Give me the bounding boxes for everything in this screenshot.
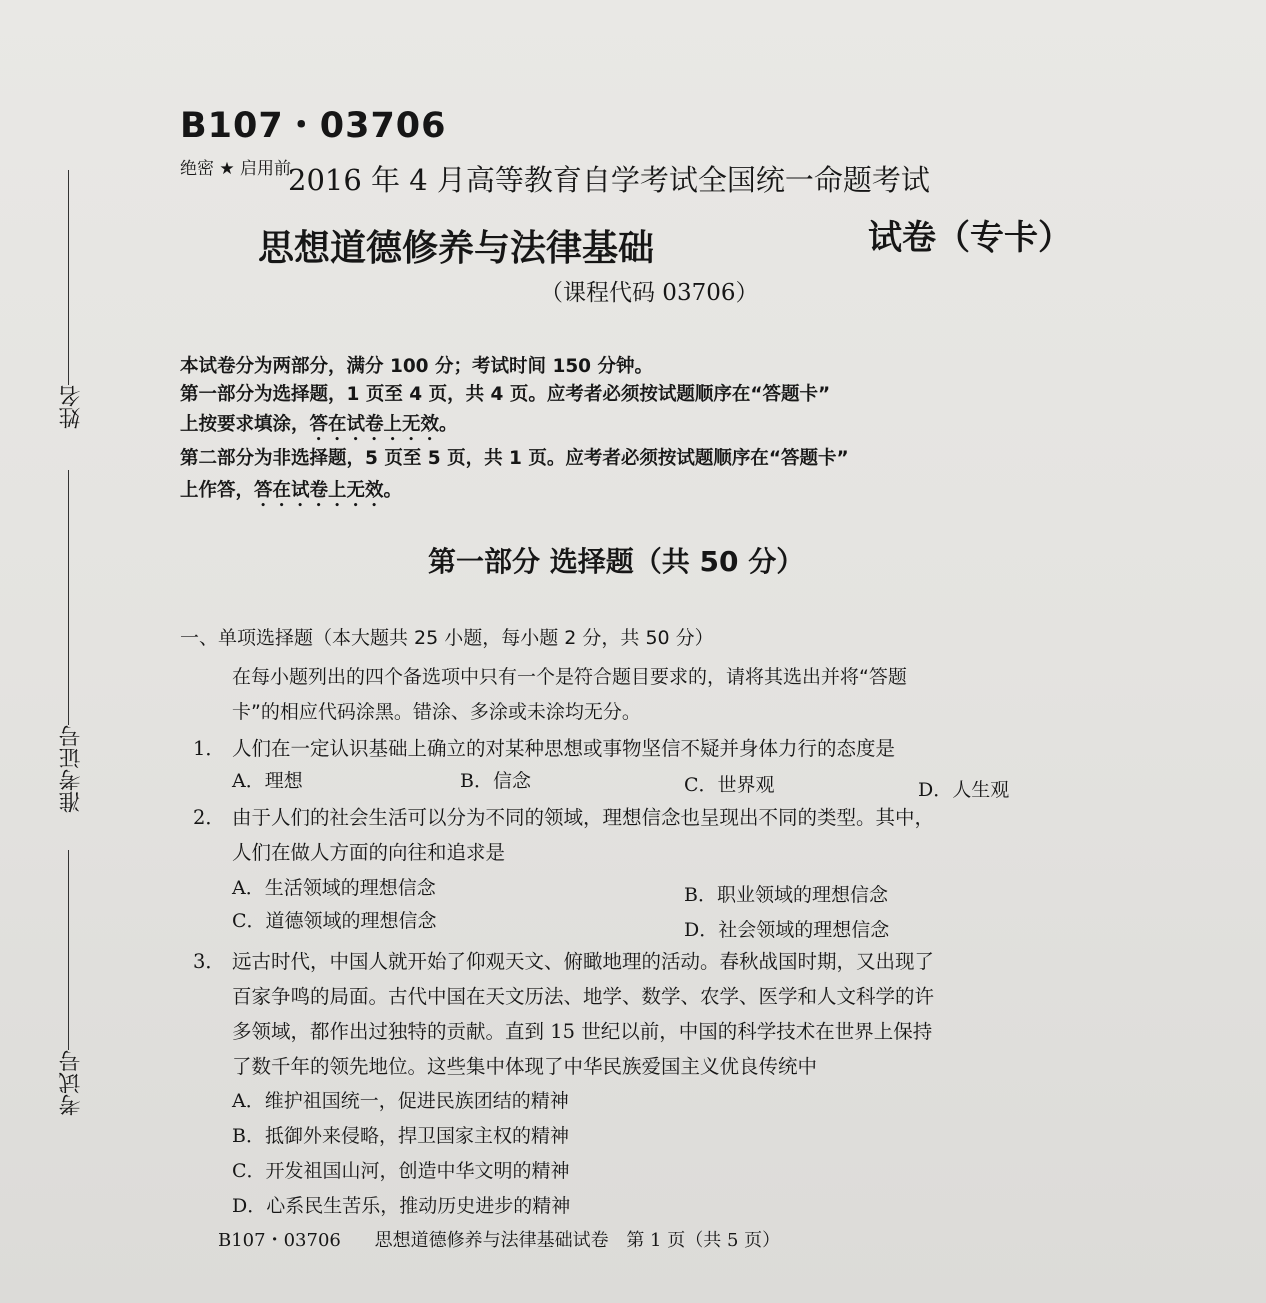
question-1-number: 1．: [193, 737, 225, 760]
seat-number-field: [40, 850, 100, 1120]
section-description-1: 在每小题列出的四个备选项中只有一个是符合题目要求的，请将其选出并将“答题: [232, 666, 907, 688]
admission-label: 准考证号: [59, 725, 84, 813]
instruction-line-3-prefix: 上按要求填涂，: [180, 414, 310, 435]
instruction-line-3: [180, 410, 458, 445]
section-title: 一、单项选择题（本大题共 25 小题，每小题 2 分，共 50 分）: [180, 627, 714, 649]
footer: [218, 1226, 780, 1252]
instruction-line-5-prefix: 上作答，: [180, 480, 255, 501]
instruction-line-5-suffix: 。: [383, 480, 403, 501]
seat-label: 考试号: [59, 1050, 84, 1116]
secret-label: 绝密 ★ 启用前: [180, 159, 292, 179]
instruction-line-5: [180, 476, 402, 511]
question-3-text-line-2: 百家争鸣的局面。古代中国在天文历法、地学、数学、农学、医学和人文科学的许: [232, 985, 935, 1008]
instruction-line-2: 第一部分为选择题，1 页至 4 页，共 4 页。应考者必须按试题顺序在“答题卡”: [180, 384, 831, 405]
question-2-option-d: D．社会领域的理想信念: [684, 919, 890, 941]
instruction-line-1: 本试卷分为两部分，满分 100 分；考试时间 150 分钟。: [180, 356, 653, 377]
question-2-option-a: A．生活领域的理想信念: [232, 877, 436, 899]
question-2-option-c: C．道德领域的理想信念: [232, 910, 437, 932]
question-3-option-c: C．开发祖国山河，创造中华文明的精神: [232, 1160, 570, 1182]
instruction-line-3-emphasis: 答在试卷上无效: [309, 414, 440, 435]
name-label: 姓名: [59, 385, 84, 429]
question-2-text-line-2: 人们在做人方面的向往和追求是: [232, 841, 506, 864]
question-3-text-line-1: 远古时代，中国人就开始了仰观天文、俯瞰地理的活动。春秋战国时期，又出现了: [232, 950, 935, 973]
name-underline: [68, 170, 69, 385]
question-3-number: 3．: [193, 950, 225, 973]
footer-code: B107・03706: [218, 1230, 341, 1251]
paper-code: B107・03706: [180, 106, 447, 146]
question-3-text-line-3: 多领域，都作出过独特的贡献。直到 15 世纪以前，中国的科学技术在世界上保持: [232, 1020, 933, 1043]
question-1-option-c: C．世界观: [684, 774, 775, 796]
subject-title: 思想道德修养与法律基础: [258, 228, 655, 269]
instruction-line-5-emphasis: 答在试卷上无效: [254, 480, 384, 501]
question-2-text-line-1: 由于人们的社会生活可以分为不同的领域，理想信念也呈现出不同的类型。其中，: [232, 806, 935, 829]
instruction-line-4: 第二部分为非选择题，5 页至 5 页，共 1 页。应考者必须按试题顺序在“答题卡”: [180, 448, 849, 469]
admission-number-field: [40, 470, 100, 830]
question-2-option-b: B．职业领域的理想信念: [684, 884, 888, 906]
question-3-text-line-4: 了数千年的领先地位。这些集中体现了中华民族爱国主义优良传统中: [232, 1055, 818, 1078]
footer-title: 思想道德修养与法律基础试卷: [374, 1230, 609, 1251]
exam-title: 2016 年 4 月高等教育自学考试全国统一命题考试: [288, 163, 930, 197]
question-1-text: 人们在一定认识基础上确立的对某种思想或事物坚信不疑并身体力行的态度是: [232, 737, 896, 760]
question-3-option-b: B．抵御外来侵略，捍卫国家主权的精神: [232, 1125, 569, 1147]
question-1-option-b: B．信念: [460, 770, 531, 792]
question-3-option-a: A．维护祖国统一，促进民族团结的精神: [232, 1090, 569, 1112]
question-1-option-a: A．理想: [232, 770, 303, 792]
course-code: （课程代码 03706）: [540, 280, 759, 306]
name-field: [40, 170, 100, 450]
question-2-number: 2．: [193, 806, 225, 829]
paper-type: 试卷（专卡）: [868, 218, 1072, 258]
question-3-option-d: D．心系民生苦乐，推动历史进步的精神: [232, 1195, 571, 1217]
part1-heading: 第一部分 选择题（共 50 分）: [428, 545, 805, 578]
footer-page: 第 1 页（共 5 页）: [626, 1230, 781, 1251]
question-1-option-d: D．人生观: [918, 779, 1010, 801]
section-description-2: 卡”的相应代码涂黑。错涂、多涂或未涂均无分。: [232, 701, 641, 723]
instruction-line-3-suffix: 。: [439, 414, 458, 435]
seat-underline: [68, 850, 69, 1050]
admission-underline: [68, 470, 69, 725]
